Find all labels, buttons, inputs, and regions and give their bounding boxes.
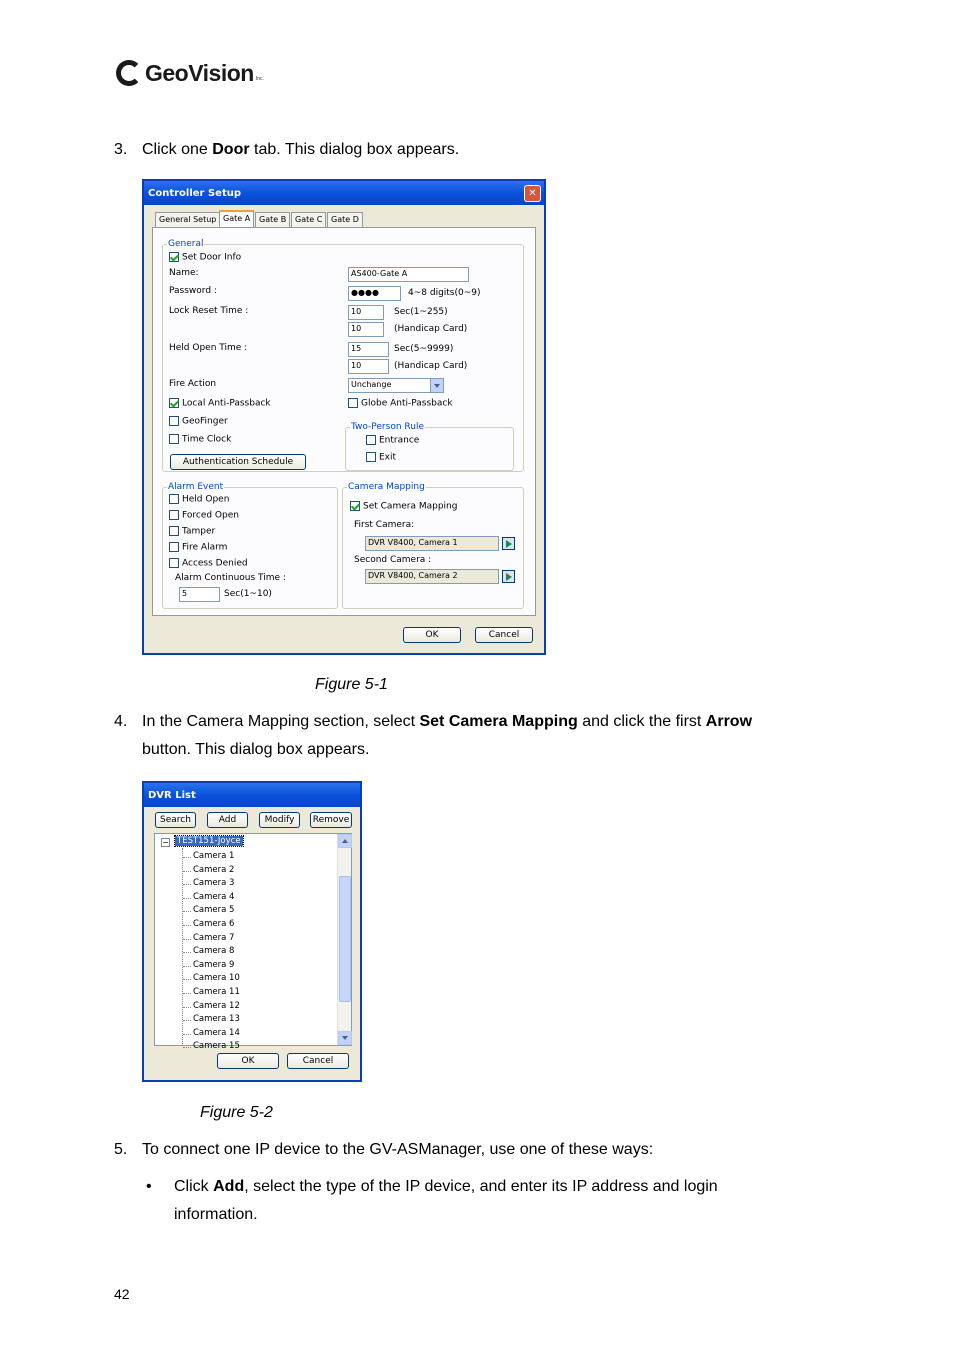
step-5-number: 5. <box>114 1141 128 1158</box>
tree-connector <box>183 884 191 885</box>
checkbox-icon <box>169 526 179 536</box>
tree-camera-item[interactable]: Camera 8 <box>193 946 235 957</box>
controller-setup-titlebar <box>144 181 544 205</box>
tree-camera-item[interactable]: Camera 10 <box>193 973 240 984</box>
two-person-group-label: Two-Person Rule <box>351 422 424 432</box>
tree-camera-item[interactable]: Camera 11 <box>193 987 240 997</box>
name-input[interactable]: AS400-Gate A <box>348 267 469 282</box>
checkbox-icon <box>366 435 376 445</box>
tree-connector <box>183 979 191 980</box>
tree-camera-item[interactable]: Camera 5 <box>193 905 235 916</box>
collapse-icon[interactable]: − <box>162 838 169 847</box>
alarm-continuous-label: Alarm Continuous Time : <box>175 573 286 583</box>
checkbox-icon <box>169 494 179 504</box>
two-person-group <box>345 422 514 471</box>
search-button[interactable]: Search <box>155 812 196 828</box>
second-camera-field: DVR V8400, Camera 2 <box>365 569 499 584</box>
fire-alarm-checkbox[interactable]: Fire Alarm <box>169 542 227 553</box>
second-camera-label: Second Camera : <box>354 555 432 565</box>
checkbox-icon <box>348 398 358 408</box>
gate-a-panel <box>152 227 536 616</box>
local-anti-passback-checkbox[interactable]: Local Anti-Passback <box>169 398 271 409</box>
tree-connector <box>183 925 191 926</box>
exit-checkbox[interactable]: Exit <box>366 452 396 463</box>
tree-camera-item[interactable]: Camera 3 <box>193 878 235 889</box>
checkbox-icon <box>169 510 179 520</box>
alarm-continuous-input[interactable]: 5 <box>179 587 220 602</box>
lock-reset-handicap-hint: (Handicap Card) <box>394 324 468 334</box>
dvr-ok-button[interactable]: OK <box>217 1053 279 1069</box>
fire-action-label: Fire Action <box>169 379 217 389</box>
general-group-label: General <box>168 239 204 249</box>
password-input[interactable]: ●●●● <box>348 286 401 301</box>
checkbox-checked-icon <box>350 501 360 511</box>
lock-reset-input[interactable]: 10 <box>348 305 384 320</box>
controller-setup-dialog <box>142 179 546 655</box>
tab-gate-d[interactable]: Gate D <box>327 212 363 227</box>
logo-text: GeoVision <box>145 59 254 86</box>
dvr-cancel-button[interactable]: Cancel <box>287 1053 349 1069</box>
dvr-list-title: DVR List <box>148 789 196 801</box>
tree-camera-item[interactable]: Camera 1 <box>193 851 235 861</box>
cancel-button[interactable]: Cancel <box>475 627 533 643</box>
tree-connector <box>183 1007 191 1008</box>
tree-connector <box>183 871 191 872</box>
arrow-right-icon <box>506 573 512 581</box>
figure-5-1-caption: Figure 5-1 <box>315 676 388 693</box>
tree-camera-item[interactable]: Camera 14 <box>193 1027 240 1038</box>
camera-mapping-group-label: Camera Mapping <box>348 482 425 492</box>
globe-anti-passback-checkbox[interactable]: Globe Anti-Passback <box>348 398 453 409</box>
step-4-number: 4. <box>114 713 128 730</box>
set-camera-mapping-checkbox[interactable]: Set Camera Mapping <box>350 501 457 512</box>
chevron-down-icon[interactable] <box>430 379 443 392</box>
second-camera-arrow-button[interactable] <box>502 570 515 583</box>
dvr-list-titlebar <box>144 783 360 807</box>
held-open-checkbox[interactable]: Held Open <box>169 494 229 505</box>
first-camera-arrow-button[interactable] <box>502 537 515 550</box>
geofinger-checkbox[interactable]: GeoFinger <box>169 416 228 427</box>
add-button[interactable]: Add <box>207 812 248 828</box>
geovision-g-icon <box>116 60 142 86</box>
checkbox-checked-icon <box>169 252 179 262</box>
tree-camera-item[interactable]: Camera 2 <box>193 864 235 875</box>
checkbox-icon <box>169 416 179 426</box>
dvr-list-dialog <box>142 781 362 1082</box>
lock-reset-handicap-input[interactable]: 10 <box>348 322 384 337</box>
tree-connector <box>183 939 191 940</box>
tree-connector <box>183 898 191 899</box>
tree-connector <box>183 911 191 912</box>
tree-root[interactable]: TEST151-Joyce <box>177 836 241 846</box>
step-4-text: In the Camera Mapping section, select Set Camera Mapping and click the first Arrow button. This dialog box appears. <box>142 713 753 758</box>
figure-5-2-caption: Figure 5-2 <box>200 1104 273 1121</box>
tamper-checkbox[interactable]: Tamper <box>169 526 215 537</box>
step-3-number: 3. <box>114 141 128 158</box>
forced-open-checkbox[interactable]: Forced Open <box>169 510 239 521</box>
set-door-info-checkbox[interactable]: Set Door Info <box>169 252 241 263</box>
tree-connector <box>183 966 191 967</box>
tree-camera-item[interactable]: Camera 7 <box>193 932 235 943</box>
held-open-label: Held Open Time : <box>169 343 248 353</box>
page-number: 42 <box>114 1286 130 1302</box>
held-open-hint: Sec(5~9999) <box>394 344 454 354</box>
tree-connector <box>183 1047 191 1048</box>
close-icon[interactable]: ✕ <box>524 185 541 202</box>
time-clock-checkbox[interactable]: Time Clock <box>169 434 231 445</box>
tree-camera-item[interactable]: Camera 4 <box>193 891 235 902</box>
entrance-checkbox[interactable]: Entrance <box>366 435 419 446</box>
checkbox-icon <box>366 452 376 462</box>
name-label: Name: <box>169 268 199 278</box>
controller-setup-title: Controller Setup <box>148 187 242 199</box>
checkbox-icon <box>169 558 179 568</box>
bullet-text: Click Add, select the type of the IP device, and enter its IP address and login information. <box>174 1178 718 1223</box>
tree-connector <box>183 857 191 858</box>
held-open-handicap-hint: (Handicap Card) <box>394 361 468 371</box>
held-open-handicap-input[interactable]: 10 <box>348 359 389 374</box>
tree-connector <box>183 993 191 994</box>
tree-camera-item[interactable]: Camera 9 <box>193 959 235 970</box>
first-camera-label: First Camera: <box>354 520 415 530</box>
step-5-text: To connect one IP device to the GV-ASManager, use one of these ways: <box>142 1141 654 1158</box>
lock-reset-label: Lock Reset Time : <box>169 306 249 316</box>
dvr-tree <box>154 833 352 1052</box>
tree-camera-item[interactable]: Camera 6 <box>193 919 235 929</box>
alarm-event-group-label: Alarm Event <box>168 482 224 492</box>
authentication-schedule-button[interactable]: Authentication Schedule <box>170 454 306 470</box>
scroll-thumb[interactable] <box>339 876 351 1002</box>
tree-camera-item[interactable]: Camera 15 <box>193 1041 240 1052</box>
access-denied-checkbox[interactable]: Access Denied <box>169 558 248 569</box>
logo-trademark: Inc. <box>255 76 264 82</box>
tab-gate-a[interactable]: Gate A <box>219 210 254 228</box>
checkbox-checked-icon <box>169 398 179 408</box>
tree-camera-item[interactable]: Camera 12 <box>193 1000 240 1011</box>
scroll-up-icon[interactable] <box>338 834 352 848</box>
fire-action-select[interactable]: Unchange <box>348 378 444 393</box>
scrollbar[interactable] <box>337 834 351 1045</box>
held-open-input[interactable]: 15 <box>348 342 389 357</box>
bullet-icon: • <box>146 1178 152 1195</box>
tab-strip <box>155 212 535 228</box>
lock-reset-hint: Sec(1~255) <box>394 307 448 317</box>
password-label: Password : <box>169 286 217 296</box>
checkbox-icon <box>169 542 179 552</box>
ok-button[interactable]: OK <box>403 627 461 643</box>
password-hint: 4~8 digits(0~9) <box>408 288 481 298</box>
alarm-continuous-hint: Sec(1~10) <box>224 589 272 599</box>
geovision-logo <box>116 56 264 90</box>
tree-connector <box>183 1034 191 1035</box>
remove-button[interactable]: Remove <box>310 812 352 828</box>
arrow-right-icon <box>506 540 512 548</box>
tree-connector <box>183 1020 191 1021</box>
scroll-down-icon[interactable] <box>338 1031 352 1045</box>
tree-camera-item[interactable]: Camera 13 <box>193 1014 240 1025</box>
first-camera-field: DVR V8400, Camera 1 <box>365 536 499 551</box>
checkbox-icon <box>169 434 179 444</box>
tab-gate-c[interactable]: Gate C <box>291 212 326 227</box>
tab-gate-b[interactable]: Gate B <box>255 212 290 227</box>
tree-connector <box>183 952 191 953</box>
step-3-text: Click one Door tab. This dialog box appears. <box>142 141 460 158</box>
tab-general-setup[interactable]: General Setup <box>155 212 220 227</box>
modify-button[interactable]: Modify <box>259 812 300 828</box>
